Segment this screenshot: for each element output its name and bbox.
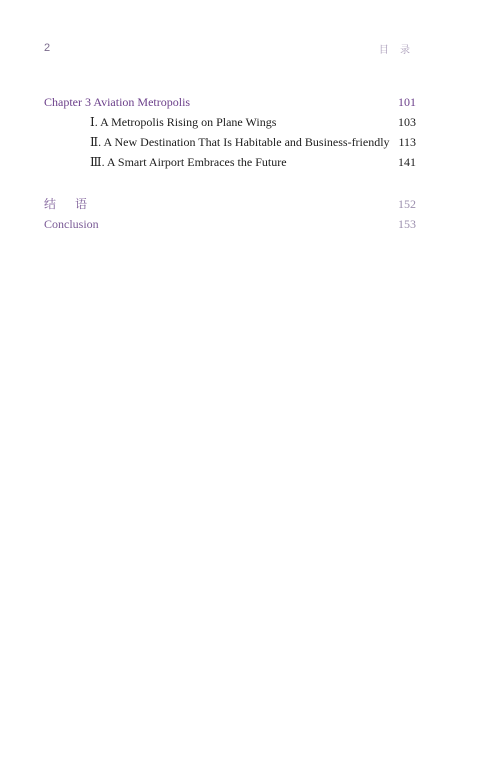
- toc-chapter-page: 101: [398, 95, 416, 109]
- toc-section-label: Ⅱ. A New Destination That Is Habitable and Business-friendly: [90, 135, 390, 149]
- toc-spacer: [44, 172, 416, 194]
- toc-epilogue-cn[interactable]: [44, 194, 416, 214]
- toc-backmatter-label: Conclusion: [44, 217, 99, 231]
- toc-chapter-label: Chapter 3 Aviation Metropolis: [44, 95, 191, 109]
- toc-conclusion[interactable]: [44, 214, 416, 234]
- toc-backmatter-page: 152: [398, 197, 416, 211]
- page-number: 2: [44, 42, 51, 54]
- toc-section-page: 103: [398, 115, 416, 129]
- toc-section-page: 113: [398, 135, 416, 149]
- toc-chapter-3[interactable]: [44, 92, 416, 112]
- running-head: 目 录: [378, 45, 414, 56]
- toc-section-label: Ⅲ. A Smart Airport Embraces the Future: [90, 155, 287, 169]
- toc-section-3[interactable]: [44, 152, 416, 172]
- toc-backmatter-page: 153: [398, 217, 416, 231]
- toc-section-2[interactable]: [44, 132, 416, 152]
- toc-section-page: 141: [398, 155, 416, 169]
- table-of-contents: [44, 92, 416, 234]
- toc-section-1[interactable]: [44, 112, 416, 132]
- toc-section-label: Ⅰ. A Metropolis Rising on Plane Wings: [90, 115, 277, 129]
- toc-backmatter-label: 结 语: [44, 197, 96, 211]
